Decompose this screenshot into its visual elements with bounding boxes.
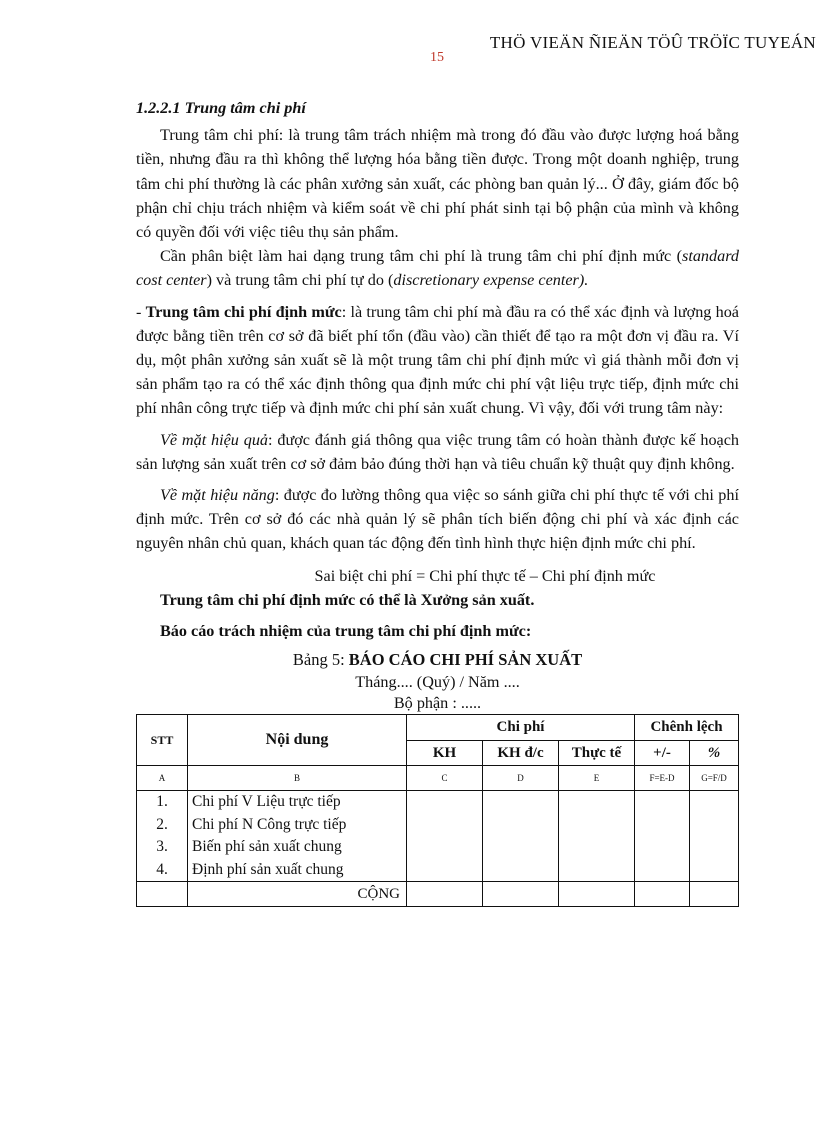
total-label: CỘNG [188,882,407,907]
row-label: Định phí sản xuất chung [192,860,344,878]
text: : được đánh giá thông qua việc trung tâm có hoàn thành được kế hoạch sản lượng sản xuất trên cơ sở đảm bảo đúng thời hạn và tiêu chuẩn kỹ thuật quy định không. [136,430,740,473]
header-content: Nội dung [188,715,407,765]
header-kh-dc: KH đ/c [483,740,559,765]
row-number: 3. [156,838,168,856]
paragraph-cost-center: Trung tâm chi phí: là trung tâm trách nhiệm mà trong đó đầu vào được lượng hoá bằng tiền, nhưng đầu ra thì không thể lượng hóa bằng tiền được. Trong một doanh nghiệp, trung tâm chi phí thường là các phân xưởng sản xuất, các phòng ban quản lý... Ở đây, giám đốc bộ phận chỉ chịu trách nhiệm và kiểm soát về chi phí phát sinh tại bộ phận của mình và không có quyền đối với việc tiêu thụ sản phẩm. [136,126,739,242]
row-number: 4. [156,860,168,878]
row-number: 2. [156,815,168,833]
note-workshop: Trung tâm chi phí định mức có thể là Xưởng sản xuất. [160,590,535,609]
header-percent: % [690,740,739,765]
caption-title: BÁO CÁO CHI PHÍ SẢN XUẤT [348,650,583,670]
term-standard-center: Trung tâm chi phí định mức [145,302,342,321]
header-plusminus: +/- [635,740,690,765]
paragraph-efficiency [136,483,739,556]
cell-kh [407,791,483,882]
cell-percent [690,791,739,882]
section-title: 1.2.2.1 Trung tâm chi phí [136,99,306,117]
term-discretionary: discretionary expense center). [393,271,589,290]
table-caption [136,648,739,672]
row-numbers [137,791,188,882]
text: : là trung tâm chi phí mà đầu ra có thể xác định và lượng hoá được bằng tiền trên cơ sở đã biết phí tổn (đầu vào) cần thiết để tạo ra một đơn vị đầu ra. Ví dụ, một phân xưởng sản xuất sẽ là một trung tâm chi phí định mức vì giá thành mỗi đơn vị sản phẩm tạo ra có thể xác định thông qua định mức chi phí vật liệu trực tiếp, định mức chi phí nhân công trực tiếp và định mức chi phí sản xuất chung. Vì vậy, đối với trung tâm này: [136,302,739,418]
dash: - [136,302,146,321]
cell-plusminus [635,791,690,882]
caption-prefix: Bảng 5: [292,650,349,670]
row-labels [188,791,407,882]
row-label: Biến phí sản xuất chung [192,838,342,856]
code-cell: F=E-D [635,765,690,790]
header-stt: STT [137,715,188,765]
code-cell: D [483,765,559,790]
note-report: Báo cáo trách nhiệm của trung tâm chi phí định mức: [160,622,532,641]
total-kh [407,882,483,907]
report-period: Tháng.... (Quý) / Năm .... [355,673,520,692]
row-label: Chi phí N Công trực tiếp [192,815,347,833]
row-number: 1. [156,793,168,811]
code-cell: B [188,765,407,790]
cell-actual [559,791,635,882]
header-diff: Chênh lệch [635,715,739,740]
paragraph-standard-center [136,300,739,421]
page-body [136,96,739,907]
page-number: 15 [430,50,444,65]
term-effectiveness: Về mặt hiệu quả [160,430,269,449]
row-label: Chi phí V Liệu trực tiếp [192,793,341,811]
total-actual [559,882,635,907]
term-efficiency: Về mặt hiệu năng [160,486,275,505]
text: ) và trung tâm chi phí tự do ( [206,271,394,290]
total-percent [690,882,739,907]
header-cost: Chi phí [407,715,635,740]
code-cell: E [559,765,635,790]
code-cell: A [137,765,188,790]
text: Cần phân biệt làm hai dạng trung tâm chi phí là trung tâm chi phí định mức ( [160,247,683,266]
header-kh: KH [407,740,483,765]
site-header: THÖ VIEÄN ÑIEÄN TÖÛ TRÖÏC TUYEÁN [489,33,816,52]
total-plusminus [635,882,690,907]
cost-variance-formula: Sai biệt chi phí = Chi phí thực tế – Chi phí định mức [314,566,656,585]
term-standard: standard cost center [136,247,739,290]
cell-kh-dc [483,791,559,882]
cost-report-table [136,714,739,907]
code-cell: G=F/D [690,765,739,790]
report-department: Bộ phận : ..... [393,694,482,713]
code-cell: C [407,765,483,790]
total-stt [137,882,188,907]
paragraph-effectiveness [136,428,739,476]
text: : được đo lường thông qua việc so sánh giữa chi phí thực tế với chi phí định mức. Trên cơ sở đó các nhà quản lý sẽ phân tích biến động chi phí và xác định các nguyên nhân chủ quan, khách quan tác động đến tình hình thực hiện định mức chi phí. [136,486,739,553]
total-kh-dc [483,882,559,907]
paragraph-two-types [136,244,739,292]
header-actual: Thực tế [559,740,635,765]
